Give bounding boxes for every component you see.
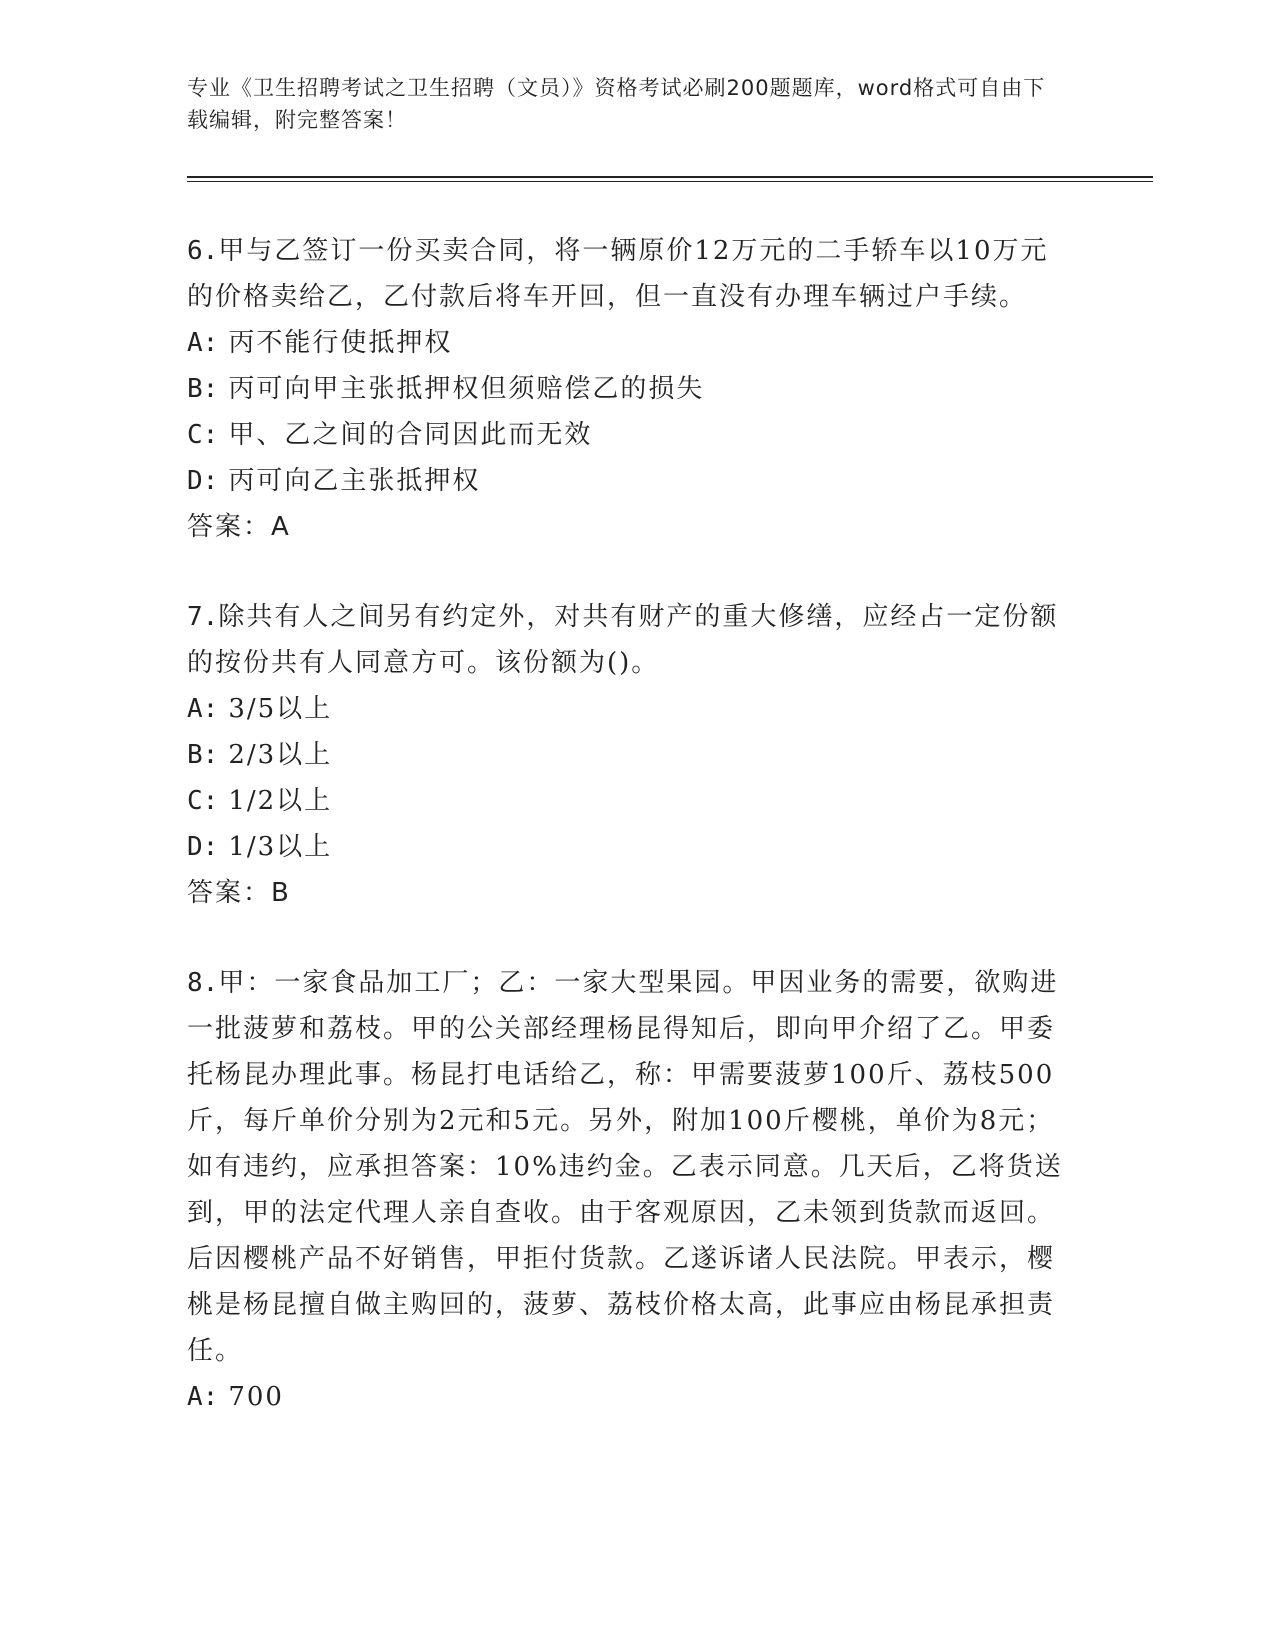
option-c <box>187 778 1067 824</box>
option-key: D: <box>187 832 219 862</box>
question-number: 8. <box>187 968 219 998</box>
option-a <box>187 686 1067 732</box>
option-b <box>187 366 1067 412</box>
option-text: 丙可向乙主张抵押权 <box>228 466 481 496</box>
question-list <box>187 228 1067 1464</box>
question-text: 甲：一家食品加工厂；乙：一家大型果园。甲因业务的需要，欲购进一批菠萝和荔枝。甲的公关部经理杨昆得知后，即向甲介绍了乙。甲委托杨昆办理此事。杨昆打电话给乙，称：甲需要菠萝100斤、荔枝500斤，每斤单价分别为2元和5元。另外，附加100斤樱桃，单价为8元；如有违约，应承担答案：10%违约金。乙表示同意。几天后，乙将货送到，甲的法定代理人亲自查收。由于客观原因，乙未领到货款而返回。后因樱桃产品不好销售，甲拒付货款。乙遂诉诸人民法院。甲表示，樱桃是杨昆擅自做主购回的，菠萝、荔枝价格太高，此事应由杨昆承担责任。 <box>187 968 1063 1366</box>
option-key: B: <box>187 740 219 770</box>
option-a <box>187 1374 1067 1420</box>
option-c <box>187 412 1067 458</box>
option-text: 700 <box>228 1382 284 1412</box>
option-text: 丙可向甲主张抵押权但须赔偿乙的损失 <box>228 374 705 404</box>
option-key: B: <box>187 374 219 404</box>
answer-line: 答案：B <box>187 878 291 908</box>
option-b <box>187 732 1067 778</box>
option-text: 1/2以上 <box>228 786 333 816</box>
question-stem <box>187 228 1067 320</box>
option-text: 甲、乙之间的合同因此而无效 <box>228 420 593 450</box>
option-text: 1/3以上 <box>228 832 333 862</box>
option-a <box>187 320 1067 366</box>
question-text: 甲与乙签订一份买卖合同，将一辆原价12万元的二手轿车以10万元的价格卖给乙，乙付款后将车开回，但一直没有办理车辆过户手续。 <box>187 236 1049 312</box>
answer-line: 答案：A <box>187 512 291 542</box>
question-stem <box>187 594 1067 686</box>
question-stem <box>187 960 1067 1374</box>
option-d <box>187 824 1067 870</box>
option-d <box>187 458 1067 504</box>
question-number: 7. <box>187 602 219 632</box>
question-8 <box>187 960 1067 1420</box>
option-key: C: <box>187 786 219 816</box>
document-header: 专业《卫生招聘考试之卫生招聘（文员）》资格考试必刷200题题库，word格式可自由下载编辑，附完整答案！ <box>187 76 1046 132</box>
question-6 <box>187 228 1067 550</box>
option-text: 丙不能行使抵押权 <box>228 328 453 358</box>
header-divider <box>187 176 1153 182</box>
question-7 <box>187 594 1067 916</box>
option-key: A: <box>187 1382 219 1412</box>
option-key: A: <box>187 328 219 358</box>
option-key: D: <box>187 466 219 496</box>
option-key: A: <box>187 694 219 724</box>
option-text: 3/5以上 <box>228 694 333 724</box>
question-number: 6. <box>187 236 219 266</box>
option-key: C: <box>187 420 219 450</box>
option-text: 2/3以上 <box>228 740 333 770</box>
question-text: 除共有人之间另有约定外，对共有财产的重大修缮，应经占一定份额的按份共有人同意方可。该份额为()。 <box>187 602 1059 678</box>
